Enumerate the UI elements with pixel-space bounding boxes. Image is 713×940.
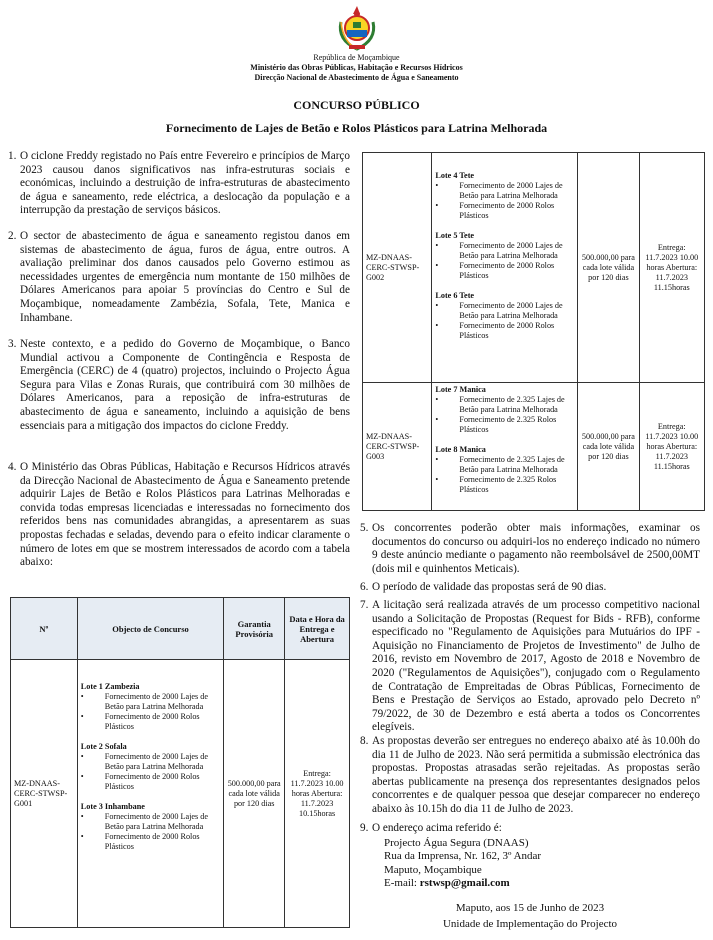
paragraph-text: O endereço acima referido é: xyxy=(372,822,502,834)
lots-cell xyxy=(77,660,223,928)
lot-bullet: • Fornecimento de 2000 Lajes de Betão para Latrina Melhorada xyxy=(81,752,220,772)
lot-name: Lote 2 Sofala xyxy=(80,742,127,751)
paragraph-1 xyxy=(8,150,350,218)
lots-cell xyxy=(432,153,578,383)
paragraph-text: O sector de abastecimento de água e saneamento registou danos em sistemas de abastecimento de água, furos de água, entre outros. A avaliação preliminar dos danos causados pelo Governo estimou as necessidades urgentes de emergência num montante de 150 milhões de Dólares Americanos para apoiar 5 províncias do Centro e Sul de Moçambique, nomeadamente Zambézia, Sofala, Tete, Manica e Inhambane. xyxy=(20,230,350,324)
paragraph-number: 2. xyxy=(8,230,17,242)
paragraph-7 xyxy=(360,599,700,735)
email-link[interactable]: rstwsp@gmail.com xyxy=(419,877,510,890)
lot-name: Lote 5 Tete xyxy=(435,231,475,240)
address-line: Projecto Água Segura (DNAAS) xyxy=(384,837,529,849)
paragraph-9 xyxy=(360,822,700,836)
page-title: CONCURSO PÚBLICO xyxy=(293,98,420,112)
paragraph-number: 3. xyxy=(8,338,17,350)
lot-bullet: • Fornecimento de 2000 Rolos Plásticos xyxy=(81,712,220,732)
lot-bullet: • Fornecimento de 2000 Rolos Plásticos xyxy=(81,832,220,852)
address-block xyxy=(384,837,684,891)
lots-table-part-2 xyxy=(362,152,705,511)
lot-bullet: • Fornecimento de 2000 Lajes de Betão para Latrina Melhorada xyxy=(435,301,574,321)
paragraph-text: Neste contexto, e a pedido do Governo de Moçambique, o Banco Mundial activou a Componente de Contingência e Resposta de Emergência (CERC) de 4 (quatro) projectos, incluindo o Projecto Água Segura para Vilas e Zonas Rurais, que contribuirá com 30 milhões de Dólares Americanos, para a reposição de infra-estruturas de abastecimento de água e saneamento, incluindo a aquisição de bens essenciais para a mitigação dos impactos do ciclone Freddy. xyxy=(20,338,350,432)
header-number: Nº xyxy=(11,598,78,660)
footer-unit: Unidade de Implementação do Projecto xyxy=(442,918,618,930)
lot-item xyxy=(435,171,574,221)
paragraph-text: O Ministério das Obras Públicas, Habitação e Recursos Hídricos através da Direcção Nacional de Abastecimento de Água e Saneamento pretende adquirir Lajes de Betão e Rolos Plásticos para Latrinas Melhoradas e convida todas empresas licenciadas e interessadas no fornecimento dos referidos bens nas comunidades abrangidas, a apresentarem as suas propostas fechadas e seladas, devendo para o efeito indicar claramente o número de lotes em que se mostrem interessados de acordo com a tabela abaixo: xyxy=(20,461,350,569)
lot-name: Lote 1 Zambezia xyxy=(80,682,140,691)
email-label: E-mail: xyxy=(384,877,417,890)
paragraph-number: 1. xyxy=(8,150,17,162)
tender-reference: MZ-DNAAS-CERC-STWSP-G002 xyxy=(363,153,432,383)
table-row xyxy=(363,153,705,383)
date-cell: Entrega: 11.7.2023 10.00 horas Abertura: 11.7.2023 10.15horas xyxy=(285,660,350,928)
paragraph-4 xyxy=(8,461,350,570)
email-line xyxy=(384,877,684,890)
paragraph-number: 9. xyxy=(360,822,369,834)
tender-reference: MZ-DNAAS-CERC-STWSP-G003 xyxy=(363,383,432,511)
lots-cell xyxy=(432,383,578,511)
paragraph-text: O período de validade das propostas será de 90 dias. xyxy=(372,581,607,593)
lot-item xyxy=(81,742,220,792)
paragraph-8 xyxy=(360,735,700,817)
header-object: Objecto de Concurso xyxy=(77,598,223,660)
lot-bullet: • Fornecimento de 2000 Lajes de Betão para Latrina Melhorada xyxy=(435,181,574,201)
page-subtitle: Fornecimento de Lajes de Betão e Rolos Plásticos para Latrina Melhorada xyxy=(165,121,548,135)
footer-date: Maputo, aos 15 de Junho de 2023 xyxy=(455,902,605,914)
guarantee-cell: 500.000,00 para cada lote válida por 120 dias xyxy=(578,153,639,383)
date-cell: Entrega: 11.7.2023 10.00 horas Abertura: 11.7.2023 11.15horas xyxy=(639,383,704,511)
lot-item xyxy=(81,802,220,852)
republic-label: República de Moçambique xyxy=(313,53,400,62)
paragraph-text: Os concorrentes poderão obter mais informações, examinar os documentos do concurso ou adquiri-los no endereço indicado no número 9 deste anúncio mediante o pagamento não reembolsável de 2500,00MT (dois mil e quinhentos Meticais). xyxy=(372,522,700,575)
lot-name: Lote 7 Manica xyxy=(435,385,486,394)
paragraph-text: As propostas deverão ser entregues no endereço abaixo até às 10.00h do dia 11 de Julho de 2023. Não será permitida a submissão electrónica das propostas. Propostas atrasadas serão rejeitadas. As propostas serão abertas publicamente na presença dos representantes designados pelos concorrentes e de qualquer pessoa que desejar comparecer no endereço abaixo às 10.15h do dia 11 de Julho de 2023. xyxy=(372,735,700,815)
tender-reference: MZ-DNAAS-CERC-STWSP-G001 xyxy=(11,660,78,928)
lot-bullet: • Fornecimento de 2.325 Lajes de Betão para Latrina Melhorada xyxy=(435,395,574,415)
table-row xyxy=(363,383,705,511)
lot-name: Lote 4 Tete xyxy=(435,171,475,180)
lot-bullet: • Fornecimento de 2.325 Rolos Plásticos xyxy=(435,415,574,435)
lot-name: Lote 3 Inhambane xyxy=(80,802,145,811)
paragraph-text: A licitação será realizada através de um processo competitivo nacional usando a Solicitação de Propostas (Request for Bids - RFB), conforme especificado no "Regulamento de Aquisições para Mutuários do IPF - Aquisição no Financiamento de Projetos de Investimento" de Julho de 2016, revisto em Novembro de 2017, Agosto de 2018 e Novembro de 2020 ("Regulamentos de Aquisições"), conjugado com o Regulamento de Contratação de Empreitadas de Obras Públicas, Fornecimento de Bens e Prestação de Serviços ao Estado, aprovado pelo Decreto nº 79/2022, de 30 de Dezembro e está aberta a todos os Concorrentes elegíveis. xyxy=(372,599,700,734)
lot-bullet: • Fornecimento de 2000 Rolos Plásticos xyxy=(81,772,220,792)
date-cell: Entrega: 11.7.2023 10.00 horas Abertura: 11.7.2023 11.15horas xyxy=(639,153,704,383)
address-line: Maputo, Moçambique xyxy=(384,863,482,876)
header-guarantee: Garantia Provisória xyxy=(224,598,285,660)
lot-name: Lote 8 Manica xyxy=(435,445,486,454)
lot-bullet: • Fornecimento de 2000 Lajes de Betão para Latrina Melhorada xyxy=(435,241,574,261)
lot-bullet: • Fornecimento de 2.325 Lajes de Betão para Latrina Melhorada xyxy=(435,455,574,475)
guarantee-cell: 500.000,00 para cada lote válida por 120 dias xyxy=(578,383,639,511)
lot-bullet: • Fornecimento de 2000 Rolos Plásticos xyxy=(435,261,574,281)
paragraph-5 xyxy=(360,522,700,576)
lot-item xyxy=(435,231,574,281)
paragraph-number: 4. xyxy=(8,461,17,473)
lot-item xyxy=(81,682,220,732)
address-line: Rua da Imprensa, Nr. 162, 3º Andar xyxy=(384,850,542,863)
lot-item xyxy=(435,385,574,435)
mozambique-emblem-icon xyxy=(333,2,381,52)
lot-name: Lote 6 Tete xyxy=(435,291,475,300)
lot-item xyxy=(435,445,574,495)
ministry-label: Ministério das Obras Públicas, Habitação e Recursos Hídricos xyxy=(250,63,463,72)
header-date: Data e Hora da Entrega e Abertura xyxy=(285,598,350,660)
paragraph-text: O ciclone Freddy registado no País entre Fevereiro e princípios de Março 2023 causou danos significativos nas infra-estruturas sociais e económicas, incluindo a destruição de infra-estruturas de abastecimento de água e saneamento, rede eléctrica, a deslocação da população e a interrupção da prestação de serviços básicos. xyxy=(20,150,350,217)
guarantee-cell: 500.000,00 para cada lote válida por 120 dias xyxy=(224,660,285,928)
directorate-label: Direcção Nacional de Abastecimento de Água e Saneamento xyxy=(254,73,459,82)
lot-bullet: • Fornecimento de 2000 Lajes de Betão para Latrina Melhorada xyxy=(81,812,220,832)
paragraph-number: 7. xyxy=(360,599,369,611)
lot-bullet: • Fornecimento de 2.325 Rolos Plásticos xyxy=(435,475,574,495)
paragraph-3 xyxy=(8,338,350,433)
paragraph-number: 8. xyxy=(360,735,369,747)
lot-bullet: • Fornecimento de 2000 Lajes de Betão para Latrina Melhorada xyxy=(81,692,220,712)
table-row xyxy=(11,660,350,928)
paragraph-2 xyxy=(8,230,350,325)
lot-item xyxy=(435,291,574,341)
lot-bullet: • Fornecimento de 2000 Rolos Plásticos xyxy=(435,201,574,221)
paragraph-number: 5. xyxy=(360,522,369,534)
lot-bullet: • Fornecimento de 2000 Rolos Plásticos xyxy=(435,321,574,341)
lots-table-part-1 xyxy=(10,597,350,928)
paragraph-6 xyxy=(360,581,700,595)
paragraph-number: 6. xyxy=(360,581,369,593)
